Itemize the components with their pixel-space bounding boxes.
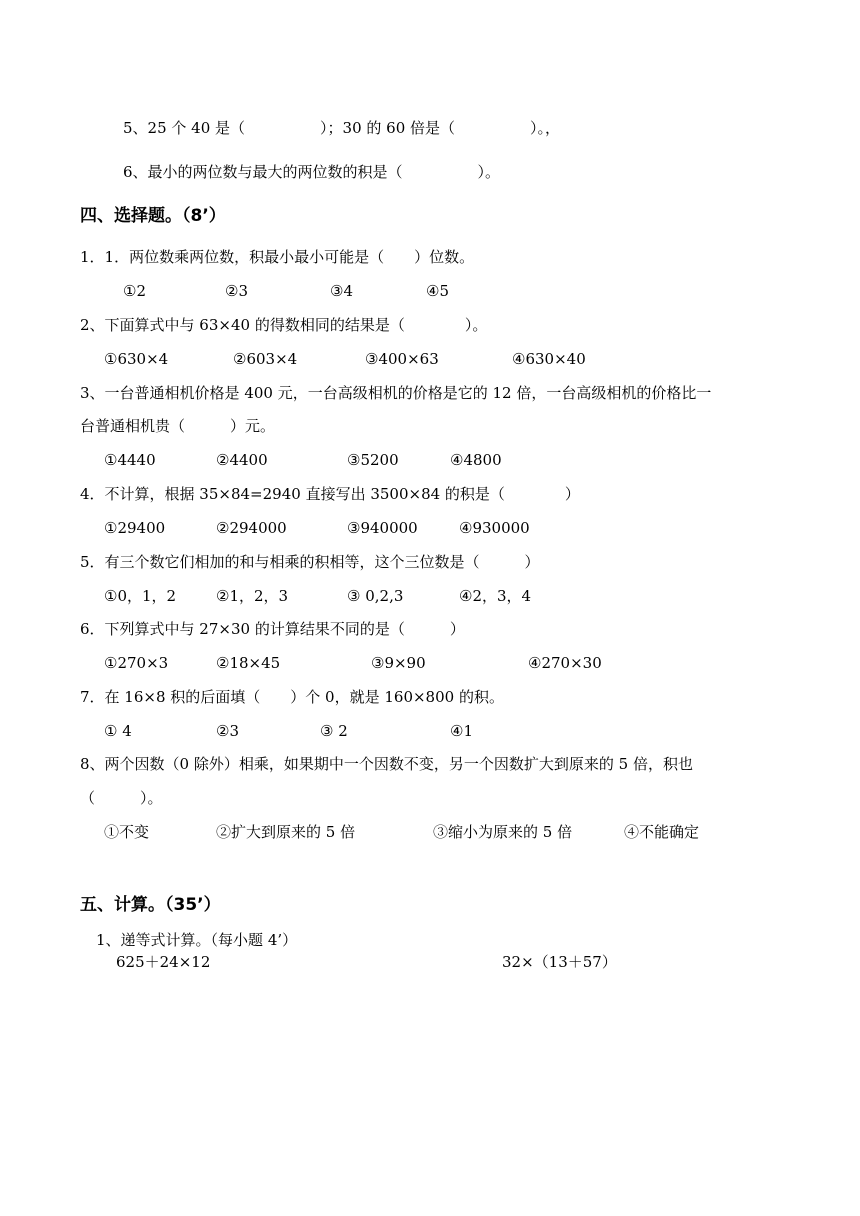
q7-option-4: ④1: [450, 722, 473, 740]
question-3-stem-cont: 台普通相机贵（ ）元。: [80, 417, 276, 435]
q2-option-1: ①630×4: [104, 350, 169, 368]
q6-option-4: ④270×30: [528, 654, 602, 672]
q5-option-2: ②1，2，3: [216, 587, 289, 605]
question-4-stem: 4．不计算，根据 35×84=2940 直接写出 3500×84 的积是（ ）: [80, 485, 580, 503]
fill-in-line-6: 6、最小的两位数与最大的两位数的积是（ ）。: [123, 163, 501, 181]
q8-option-4: ④不能确定: [624, 823, 700, 841]
q3-option-2: ②4400: [216, 451, 268, 469]
question-3-stem: 3、一台普通相机价格是 400 元，一台高级相机的价格是它的 12 倍，一台高级相机的价格比一: [80, 384, 712, 402]
q8-option-1: ①不变: [104, 823, 150, 841]
q2-option-4: ④630×40: [512, 350, 586, 368]
fill-in-line-5: 5、25 个 40 是（ ）；30 的 60 倍是（ ）。，: [123, 119, 561, 137]
question-1-stem: 1．1．两位数乘两位数，积最小最小可能是（ ）位数。: [80, 248, 475, 266]
q3-option-3: ③5200: [347, 451, 399, 469]
question-2-stem: 2、下面算式中与 63×40 的得数相同的结果是（ ）。: [80, 316, 488, 334]
q6-option-3: ③9×90: [371, 654, 426, 672]
question-7-stem: 7．在 16×8 积的后面填（ ）个 0，就是 160×800 的积。: [80, 688, 504, 706]
q3-option-4: ④4800: [450, 451, 502, 469]
q8-option-2: ②扩大到原来的 5 倍: [216, 823, 356, 841]
section-5-title: 五、计算。（35’）: [80, 895, 221, 915]
q3-option-1: ①4440: [104, 451, 156, 469]
q4-option-4: ④930000: [459, 519, 530, 537]
calc-expr-2: 32×（13＋57）: [502, 953, 617, 971]
q1-option-3: ③4: [330, 282, 353, 300]
q1-option-1: ①2: [123, 282, 146, 300]
q7-option-1: ① 4: [104, 722, 132, 740]
q5-option-3: ③ 0,2,3: [347, 587, 404, 605]
q6-option-2: ②18×45: [216, 654, 281, 672]
q7-option-2: ②3: [216, 722, 239, 740]
question-6-stem: 6．下列算式中与 27×30 的计算结果不同的是（ ）: [80, 620, 465, 638]
q4-option-1: ①29400: [104, 519, 166, 537]
section-4-title: 四、选择题。（8’）: [80, 206, 226, 226]
q7-option-3: ③ 2: [320, 722, 348, 740]
question-8-stem-cont: （ ）。: [80, 789, 163, 807]
section-5-sub1: 1、递等式计算。（每小题 4’）: [96, 931, 298, 949]
q6-option-1: ①270×3: [104, 654, 169, 672]
q2-option-2: ②603×4: [233, 350, 298, 368]
q4-option-2: ②294000: [216, 519, 287, 537]
q1-option-4: ④5: [426, 282, 449, 300]
calc-expr-1: 625＋24×12: [116, 953, 211, 971]
q8-option-3: ③缩小为原来的 5 倍: [433, 823, 573, 841]
q4-option-3: ③940000: [347, 519, 418, 537]
q5-option-1: ①0，1，2: [104, 587, 177, 605]
q5-option-4: ④2，3，4: [459, 587, 532, 605]
q1-option-2: ②3: [225, 282, 248, 300]
q2-option-3: ③400×63: [365, 350, 439, 368]
question-8-stem: 8、两个因数（0 除外）相乘，如果期中一个因数不变，另一个因数扩大到原来的 5 倍，积也: [80, 755, 693, 773]
question-5-stem: 5．有三个数它们相加的和与相乘的积相等，这个三位数是（ ）: [80, 553, 540, 571]
